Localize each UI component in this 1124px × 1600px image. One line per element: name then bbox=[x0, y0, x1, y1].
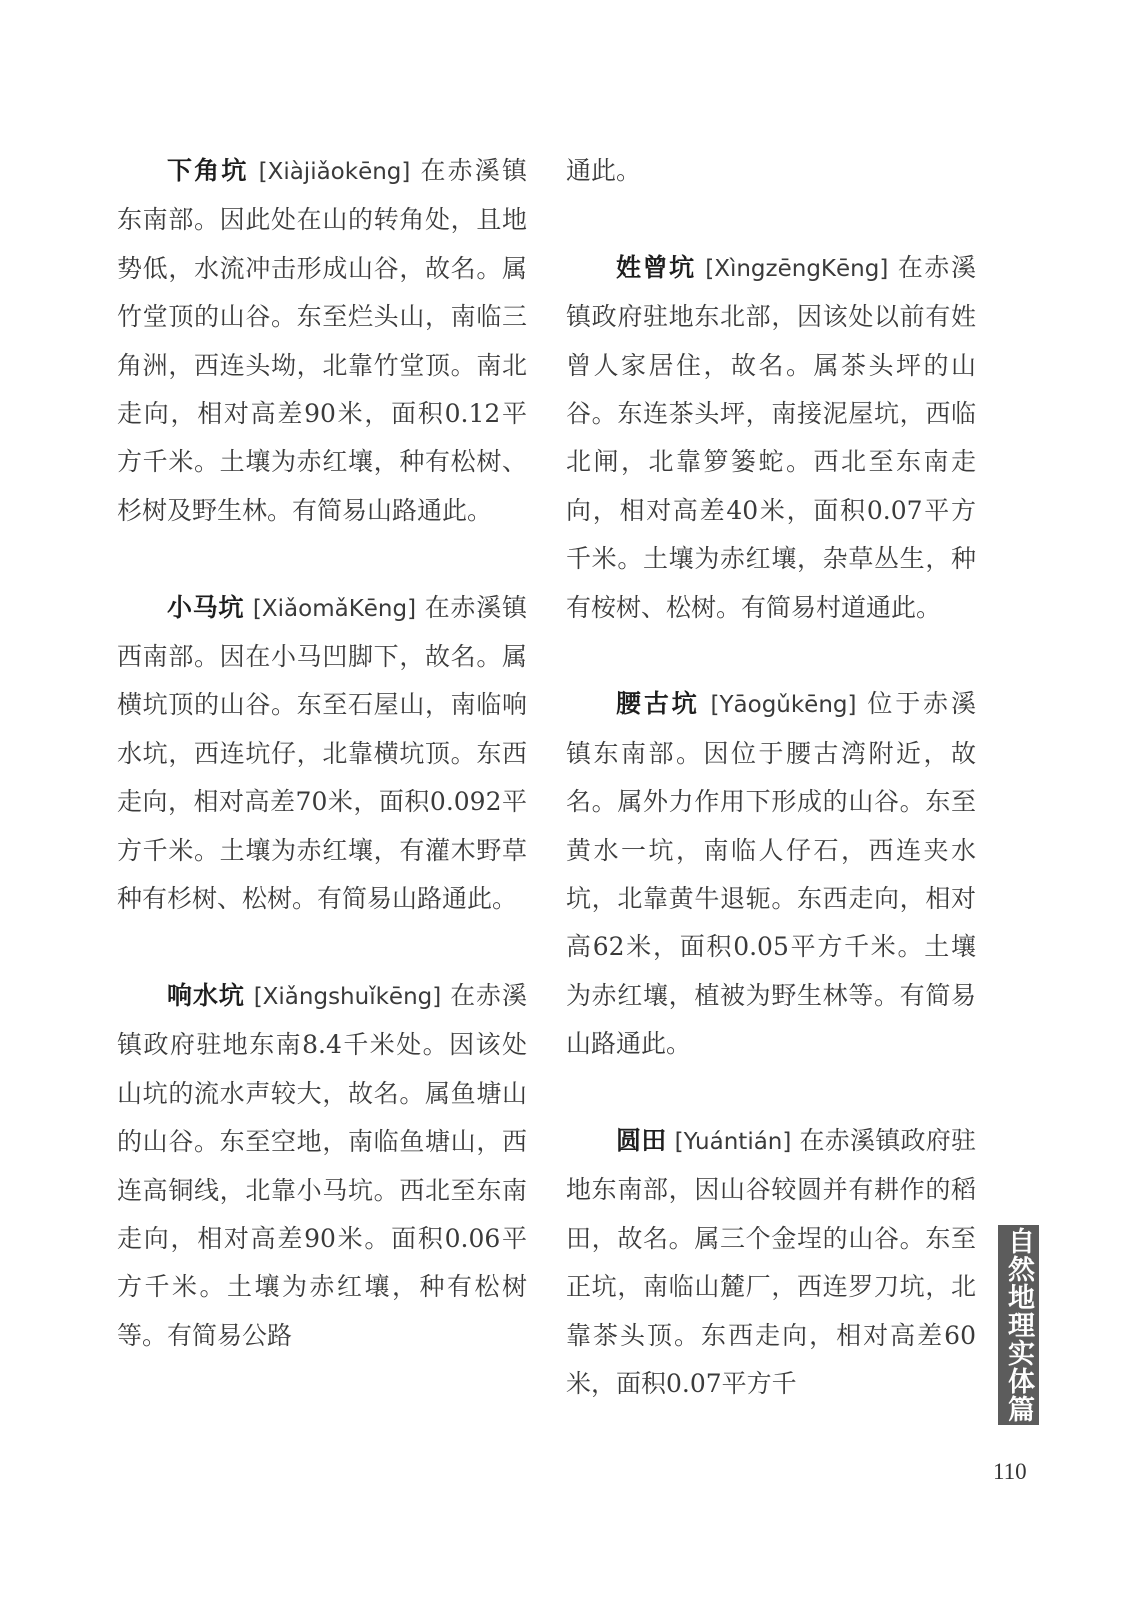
entry-continuation: 通此。 bbox=[566, 156, 642, 185]
entry-pinyin: [Yuántián] bbox=[674, 1129, 792, 1156]
entry-term: 响水坑 bbox=[167, 980, 245, 1010]
entry-yaogukeng bbox=[566, 680, 976, 1068]
entry-text: 在赤溪镇政府驻地东南部，因山谷较圆并有耕作的稻田，故名。属三个金埕的山谷。东至正坑，南临山麓厂，西连罗刀坑，北靠茶头顶。东西走向，相对高差60米，面积0.07平方千 bbox=[566, 1126, 976, 1399]
entry-xiangshuikeng bbox=[117, 972, 527, 1360]
entry-xiajiaokeng bbox=[117, 147, 527, 535]
entry-term: 圆田 bbox=[616, 1126, 667, 1156]
section-tab bbox=[998, 1225, 1039, 1425]
section-tab-label: 自然地理实体篇 bbox=[1003, 1227, 1034, 1423]
entry-term: 下角坑 bbox=[167, 156, 249, 185]
entry-pinyin: [Xiǎngshuǐkēng] bbox=[253, 983, 442, 1010]
entry-pinyin: [XiǎomǎKēng] bbox=[252, 595, 417, 622]
entry-pinyin: [XìngzēngKēng] bbox=[705, 255, 889, 282]
entry-term: 小马坑 bbox=[167, 592, 245, 622]
entry-text: 在赤溪镇政府驻地东北部，因该处以前有姓曾人家居住，故名。属茶头坪的山谷。东连茶头坪，南接泥屋坑，西临北闸，北靠箩篓蛇。西北至东南走向，相对高差40米，面积0.07平方千米。土壤为赤红壤，杂草丛生，种有桉树、松树。有简易村道通此。 bbox=[566, 252, 976, 622]
entry-pinyin: [Xiàjiǎokēng] bbox=[258, 159, 411, 185]
entry-yuantian bbox=[566, 1117, 976, 1408]
entry-xingzengkeng bbox=[566, 244, 976, 632]
entry-text: 在赤溪镇西南部。因在小马凹脚下，故名。属横坑顶的山谷。东至石屋山，南临响水坑，西连坑仔，北靠横坑顶。东西走向，相对高差70米，面积0.092平方千米。土壤为赤红壤，有灌木野草种有杉树、松树。有简易山路通此。 bbox=[117, 592, 527, 914]
entry-text: 在赤溪镇东南部。因此处在山的转角处，且地势低，水流冲击形成山谷，故名。属竹堂顶的山谷。东至烂头山，南临三角洲，西连头坳，北靠竹堂顶。南北走向，相对高差90米，面积0.12平方千米。土壤为赤红壤，种有松树、杉树及野生林。有简易山路通此。 bbox=[117, 156, 527, 525]
entry-xiaomakeng bbox=[117, 584, 527, 924]
entry-term: 腰古坑 bbox=[616, 689, 700, 719]
right-column bbox=[566, 147, 976, 1409]
entry-text: 在赤溪镇政府驻地东南8.4千米处。因该处山坑的流水声较大，故名。属鱼塘山的山谷。东至空地，南临鱼塘山，西连高铜线，北靠小马坑。西北至东南走向，相对高差90米。面积0.06平方千米。土壤为赤红壤，种有松树等。有简易公路 bbox=[117, 980, 527, 1350]
page-number: 110 bbox=[993, 1459, 1027, 1484]
entry-text: 位于赤溪镇东南部。因位于腰古湾附近，故名。属外力作用下形成的山谷。东至黄水一坑，南临人仔石，西连夹水坑，北靠黄牛退轭。东西走向，相对高62米，面积0.05平方千米。土壤为赤红壤，植被为野生林等。有简易山路通此。 bbox=[566, 689, 976, 1059]
entry-term: 姓曾坑 bbox=[616, 252, 696, 282]
left-column bbox=[117, 147, 527, 1360]
entry-pinyin: [Yāogǔkēng] bbox=[710, 692, 857, 719]
